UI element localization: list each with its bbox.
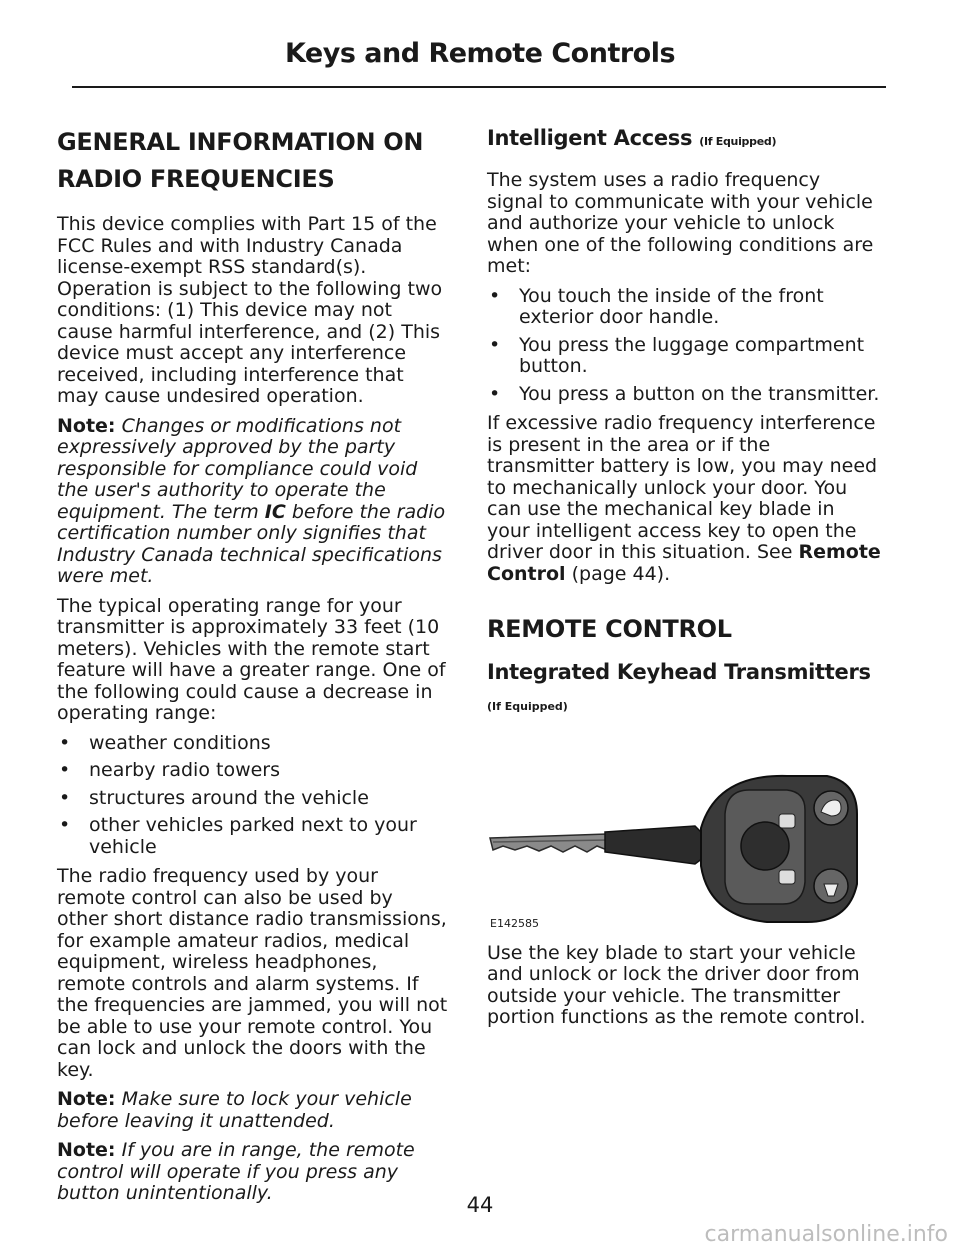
frequency-paragraph: The radio frequency used by your remote control can also be used by other short distance radio transmissions, for example amateur radios, medical equipment, wireless headphones, remote controls and alarm systems. If the frequencies are jammed, you will not be able to use your remote control. You can lock and unlock the doors with the key. xyxy=(57,865,448,1081)
ikt-equipped: (If Equipped) xyxy=(487,700,568,713)
page-header-title: Keys and Remote Controls xyxy=(284,38,676,69)
footer-watermark[interactable]: carmanualsonline.info xyxy=(704,1222,948,1247)
note-label: Note: xyxy=(57,1088,116,1110)
header-rule xyxy=(72,86,886,88)
key-illustration xyxy=(487,754,882,929)
fcc-paragraph: This device complies with Part 15 of the FCC Rules and with Industry Canada license-exempt RSS standard(s). Operation is subject to the following two conditions: (1) This device may not cause harmful interference, and (2) This device must accept any interference received, including interference that may cause undesired operation. xyxy=(57,213,443,407)
ia-title: Intelligent Access xyxy=(487,126,693,150)
note-text: If you are in range, the remote control will operate if you press any button unintentionally. xyxy=(57,1139,415,1204)
range-paragraph: The typical operating range for your transmitter is approximately 33 feet (10 meters). Vehicles with the remote start feature will have a greater range. One of the following could cause a decrease in operating range: xyxy=(57,594,446,724)
list-item: • You touch the inside of the front exterior door handle. xyxy=(489,284,824,328)
note-label: Note: xyxy=(57,414,116,437)
ia-equipped: (If Equipped) xyxy=(699,135,777,148)
range-factors-list xyxy=(57,733,449,859)
note-term: IC xyxy=(264,500,286,523)
key-blade xyxy=(490,834,615,852)
note-text: Changes or modifications not expressively approved by the party responsible for compliance could void the user's authority to operate the equipment. The term xyxy=(57,414,418,523)
list-item: • other vehicles parked next to your vehicle xyxy=(59,814,417,858)
remote-control-link[interactable]: Remote Control xyxy=(487,541,881,585)
left-column xyxy=(57,124,449,1213)
pad-center xyxy=(741,822,789,870)
note-text: Make sure to lock your vehicle before leaving it unattended. xyxy=(57,1088,412,1132)
note-modifications xyxy=(57,416,449,588)
ikt-heading: Integrated Keyhead Transmitters xyxy=(487,660,871,684)
list-item: • You press a button on the transmitter. xyxy=(489,382,880,405)
interference-paragraph: If excessive radio frequency interference is present in the area or if the transmitter battery is low, you may need to mechanically unlock your door. You can use the mechanical key blade in your intelligent access key to open the driver door in this situation. See Remote Control (page 44). xyxy=(487,412,881,585)
right-column xyxy=(487,124,882,1037)
key-shank xyxy=(605,826,703,864)
keyhead-transmitter-figure xyxy=(487,754,882,929)
note-label: Note: xyxy=(57,1139,116,1161)
key-blade-paragraph: Use the key blade to start your vehicle and unlock or lock the driver door from outside your vehicle. The transmitter portion functions as the remote control. xyxy=(487,941,866,1028)
list-item: • You press the luggage compartment button. xyxy=(489,333,865,377)
note-lock xyxy=(57,1089,449,1132)
section-heading-radio xyxy=(57,124,449,198)
section-heading-remote: REMOTE CONTROL xyxy=(487,615,732,643)
page-number: 44 xyxy=(466,1193,494,1217)
figure-label: E142585 xyxy=(490,916,539,930)
heading-line-2: RADIO FREQUENCIES xyxy=(57,165,335,193)
lock-button-icon xyxy=(779,814,795,828)
list-item: • structures around the vehicle xyxy=(59,786,369,809)
unlock-conditions-list xyxy=(487,286,882,406)
list-item: • weather conditions xyxy=(59,731,271,754)
note-text: before the radio certification number only signifies that Industry Canada technical specifications were met. xyxy=(57,500,446,587)
ia-paragraph: The system uses a radio frequency signal to communicate with your vehicle and authorize your vehicle to unlock when one of the following conditions are met: xyxy=(487,169,874,277)
list-item: • nearby radio towers xyxy=(59,759,281,781)
unlock-button-icon xyxy=(779,870,795,884)
intelligent-access-heading xyxy=(487,124,882,156)
heading-line-1: GENERAL INFORMATION ON xyxy=(57,128,424,156)
